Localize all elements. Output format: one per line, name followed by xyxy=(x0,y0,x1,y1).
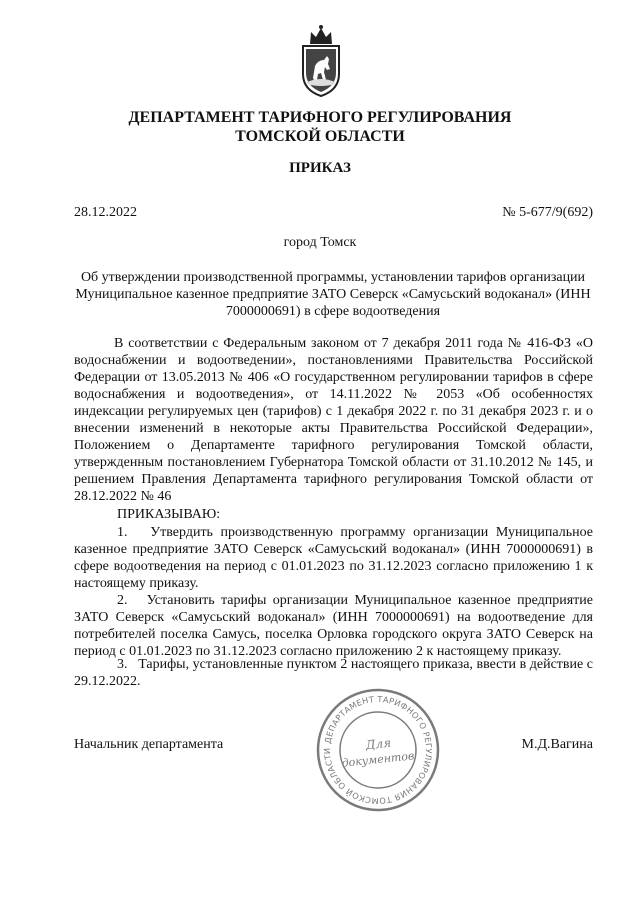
coat-of-arms-icon xyxy=(299,22,343,98)
document-type: ПРИКАЗ xyxy=(289,160,351,176)
department-title-line1: ДЕПАРТАМЕНТ ТАРИФНОГО РЕГУЛИРОВАНИЯ xyxy=(128,109,512,126)
stamp-ring-text: ДЕПАРТАМЕНТ ТАРИФНОГО РЕГУЛИРОВАНИЯ ТОМСКОЙ ОБЛАСТИ xyxy=(321,693,435,807)
order-word: ПРИКАЗЫВАЮ: xyxy=(117,507,221,522)
item-number: 2. xyxy=(117,593,128,608)
item-number: 1. xyxy=(117,525,128,540)
item-number: 3. xyxy=(117,657,128,672)
item-text: Установить тарифы организации Муниципальное казенное предприятие ЗАТО Северск «Самусьский водоканал» (ИНН 7000000691) на водоотведение для потребителей поселка Самусь, поселка Орловка городского округа ЗАТО Северск на период с 01.01.2023 по 31.12.2023 согласно приложению 2 к настоящему приказу. xyxy=(74,593,593,659)
stamp-center-line1: Для xyxy=(365,735,392,753)
city-line: город Томск xyxy=(283,235,357,250)
signatory-position: Начальник департамента xyxy=(74,737,224,752)
item-text: Тарифы, установленные пунктом 2 настоящего приказа, ввести в действие с 29.12.2022. xyxy=(74,657,594,689)
official-stamp xyxy=(313,685,443,815)
stamp-center-line2: документов xyxy=(341,749,415,770)
department-title-line2: ТОМСКОЙ ОБЛАСТИ xyxy=(235,128,405,145)
order-item-2 xyxy=(74,592,593,660)
item-text: Утвердить производственную программу организации Муниципальное казенное предприятие ЗАТО Северск «Самусьский водоканал» (ИНН 7000000691) в сфере водоотведения на период с 01.01.2023 по 31.12.2023 согласно приложению 1 к настоящему приказу. xyxy=(74,525,593,591)
signatory-name: М.Д.Вагина xyxy=(521,737,593,752)
order-item-1 xyxy=(74,524,593,592)
preamble-text: В соответствии с Федеральным законом от 7 декабря 2011 года № 416-ФЗ «О водоснабжении и водоотведении», постановлениями Правительства Российской Федерации от 13.05.2013 № 406 «О государственном регулировании тарифов в сфере водоснабжения и водоотведения», от 14.11.2022 № 2053 «Об особенностях индексации регулируемых цен (тарифов) с 1 декабря 2022 г. по 31 декабря 2023 г. и о внесении изменений в некоторые акты Правительства Российской Федерации», Положением о Департаменте тарифного регулирования Томской области, утвержденным постановлением Губернатора Томской области от 31.10.2012 № 145, и решением Правления Департамента тарифного регулирования Томской области от 28.12.2022 № 46 xyxy=(74,336,593,504)
order-subject: Об утверждении производственной программы, установлении тарифов организации Муниципальное казенное предприятие ЗАТО Северск «Самусьский водоканал» (ИНН 7000000691) в сфере водоотведения xyxy=(75,270,591,319)
order-number: № 5-677/9(692) xyxy=(502,205,593,220)
order-date: 28.12.2022 xyxy=(74,205,137,220)
preamble-paragraph xyxy=(74,335,593,505)
